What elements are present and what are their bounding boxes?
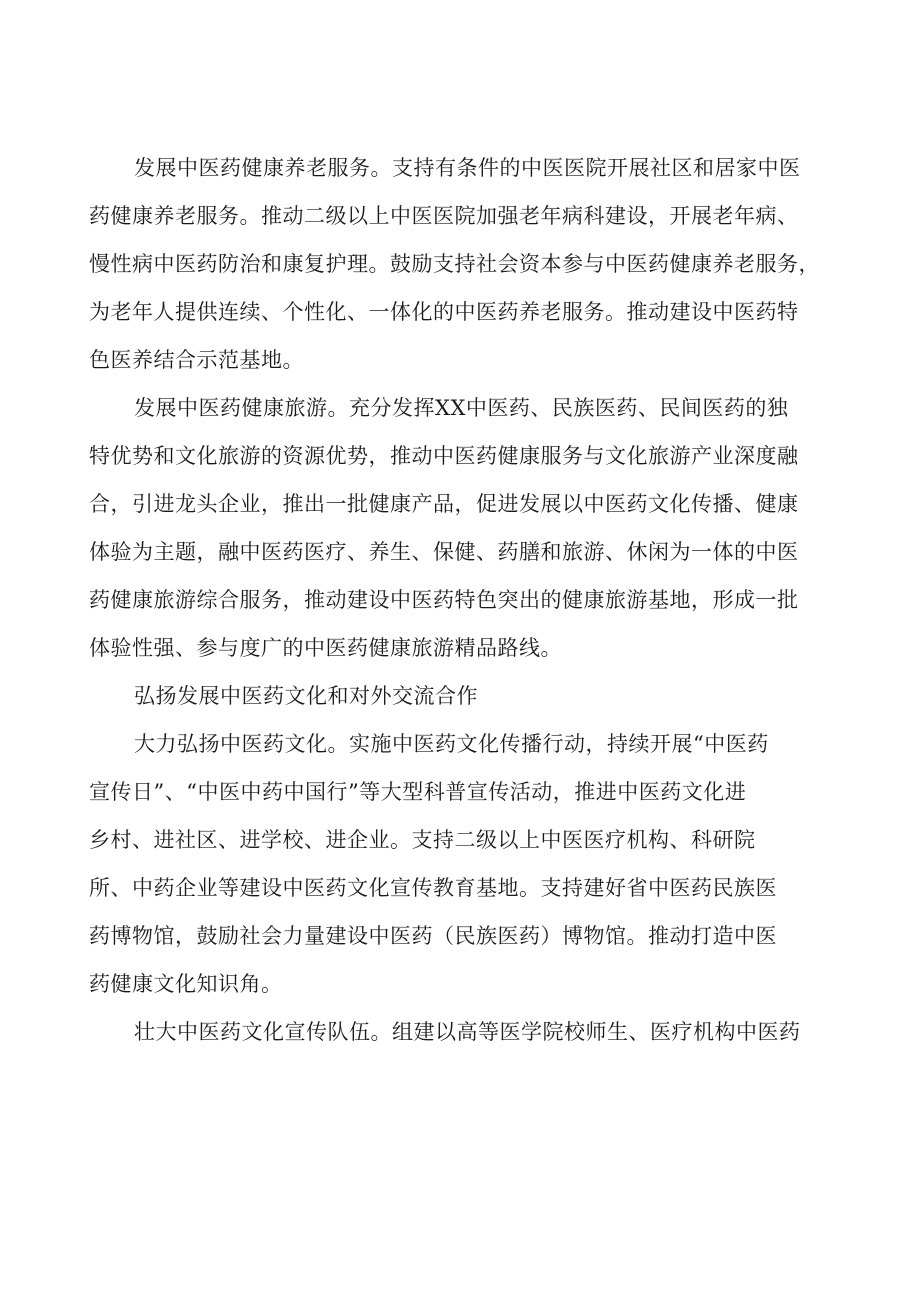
text-line: 色医养结合示范基地。 <box>89 348 304 372</box>
text-line: 体验性强、参与度广的中医药健康旅游精品路线。 <box>89 636 562 660</box>
text-line: 药健康养老服务。推动二级以上中医医院加强老年病科建设，开展老年病、 <box>89 204 799 228</box>
text-line: 为老年人提供连续、个性化、一体化的中医药养老服务。推动建设中医药特 <box>89 300 799 324</box>
text-line: 壮大中医药文化宣传队伍。组建以高等医学院校师生、医疗机构中医药 <box>134 1020 801 1044</box>
text-line: 药健康文化知识角。 <box>89 972 283 996</box>
text-line: 发展中医药健康旅游。充分发挥XX中医药、民族医药、民间医药的独 <box>134 396 789 420</box>
text-line: 发展中医药健康养老服务。支持有条件的中医医院开展社区和居家中医 <box>134 156 801 180</box>
text-line: 慢性病中医药防治和康复护理。鼓励支持社会资本参与中医药健康养老服务， <box>89 252 820 276</box>
text-line: 特优势和文化旅游的资源优势，推动中医药健康服务与文化旅游产业深度融 <box>89 444 799 468</box>
text-line: 所、中药企业等建设中医药文化宣传教育基地。支持建好省中医药民族医 <box>89 876 777 900</box>
text-line: 合，引进龙头企业，推出一批健康产品，促进发展以中医药文化传播、健康 <box>89 492 799 516</box>
text-line: 乡村、进社区、进学校、进企业。支持二级以上中医医疗机构、科研院 <box>89 828 756 852</box>
text-line: 大力弘扬中医药文化。实施中医药文化传播行动，持续开展“中医药 <box>134 732 769 756</box>
text-line: 药健康旅游综合服务，推动建设中医药特色突出的健康旅游基地，形成一批 <box>89 588 799 612</box>
text-line: 体验为主题，融中医药医疗、养生、保健、药膳和旅游、休闲为一体的中医 <box>89 540 799 564</box>
text-line: 药博物馆，鼓励社会力量建设中医药（民族医药）博物馆。推动打造中医 <box>89 924 777 948</box>
text-line: 宣传日”、“中医中药中国行”等大型科普宣传活动，推进中医药文化进 <box>89 780 747 804</box>
document-body <box>89 144 849 1056</box>
section-heading: 弘扬发展中医药文化和对外交流合作 <box>134 684 478 708</box>
